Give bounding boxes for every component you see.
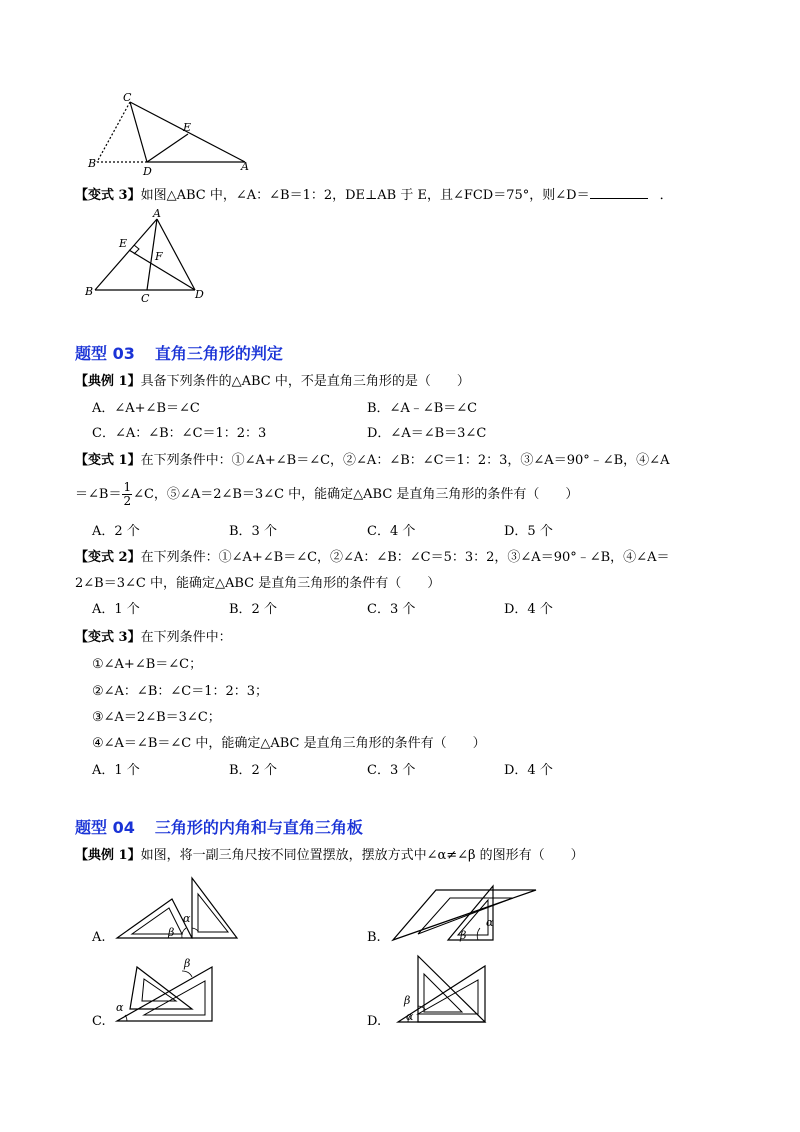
var3-q2-option-b[interactable]: B．2 个 [229, 763, 277, 778]
var1-tag: 【变式 1】 [75, 453, 141, 468]
ex1-question [75, 372, 470, 392]
var3-q2-option-c[interactable]: C．3 个 [367, 763, 416, 778]
ex1-option-d[interactable]: D．∠A＝∠B＝3∠C [367, 426, 487, 441]
ex1-04-option-d-label[interactable]: D. [367, 1014, 382, 1029]
frac-den: 2 [123, 494, 132, 508]
var2-line1 [75, 548, 669, 568]
var2-option-b[interactable]: B．2 个 [229, 602, 277, 617]
var2-option-d[interactable]: D．4 个 [504, 602, 553, 617]
ex1-option-a[interactable]: A．∠A+∠B＝∠C [92, 401, 200, 416]
section-04-heading [75, 815, 363, 838]
label-A2: A [153, 207, 161, 220]
alpha-b: α [486, 916, 494, 929]
label-B2: B [85, 285, 94, 298]
set-squares-figure-b[interactable] [388, 882, 538, 946]
beta-a: β [168, 926, 175, 939]
alpha-a: α [183, 912, 191, 925]
var3-q2-line [75, 628, 232, 648]
ex1-04-tag: 【典例 1】 [75, 848, 141, 863]
var1-option-d[interactable]: D．5 个 [504, 524, 553, 539]
frac-num: 1 [123, 480, 132, 494]
set-squares-figure-d[interactable] [390, 952, 500, 1028]
var2-line2: 2∠B＝3∠C 中，能确定△ABC 是直角三角形的条件有（ ） [75, 576, 441, 591]
label-C2: C [141, 292, 150, 305]
answer-blank[interactable] [590, 186, 648, 199]
var3-q1-line [75, 186, 673, 206]
var1-option-a[interactable]: A．2 个 [92, 524, 140, 539]
ex1-04-text: 如图，将一副三角尺按不同位置摆放，摆放方式中∠α≠∠β 的图形有（ ） [140, 848, 584, 863]
var1-option-c[interactable]: C．4 个 [367, 524, 416, 539]
ex1-text: 具备下列条件的△ABC 中，不是直角三角形的是（ ） [140, 374, 470, 389]
set-squares-figure-c[interactable] [112, 955, 222, 1027]
label-D2: D [195, 288, 204, 301]
label-D: D [143, 165, 152, 178]
var1-option-b[interactable]: B．3 个 [229, 524, 277, 539]
var2-option-c[interactable]: C．3 个 [367, 602, 416, 617]
label-C: C [123, 92, 132, 104]
var3-q1-end: ． [659, 188, 673, 203]
var1-text1: 在下列条件中：①∠A+∠B＝∠C，②∠A：∠B：∠C＝1：2：3，③∠A＝90°﹣∠B，④∠A [140, 453, 670, 468]
section-03-heading [75, 341, 283, 364]
var3-q1-tag: 【变式 3】 [75, 188, 141, 203]
ex1-04-question [75, 846, 584, 866]
label-E2: E [119, 237, 128, 250]
ex1-option-c[interactable]: C．∠A：∠B：∠C＝1：2：3 [92, 426, 267, 441]
section-04-title: 三角形的内角和与直角三角板 [154, 818, 363, 837]
var1-text2-pre: ＝∠B＝ [75, 487, 122, 502]
var1-line1 [75, 451, 669, 471]
alpha-c: α [116, 1001, 124, 1014]
var1-text2-post: ∠C，⑤∠A＝2∠B＝3∠C 中，能确定△ABC 是直角三角形的条件有（ ） [133, 487, 579, 502]
var3-q1-text: 如图△ABC 中，∠A：∠B＝1：2，DE⊥AB 于 E，且∠FCD＝75°，则∠D＝ [140, 188, 590, 203]
beta-b: β [460, 929, 467, 942]
label-A: A [241, 160, 249, 173]
ex1-option-b[interactable]: B．∠A﹣∠B＝∠C [367, 401, 478, 416]
ex1-tag: 【典例 1】 [75, 374, 141, 389]
section-03-number: 题型 03 [75, 344, 135, 363]
set-squares-figure-a[interactable] [112, 872, 242, 944]
ex1-04-option-b-label[interactable]: B. [367, 930, 381, 945]
beta-d: β [404, 994, 411, 1007]
figure-var3 [85, 205, 210, 305]
var3-q2-text: 在下列条件中： [140, 630, 232, 645]
alpha-d: α [406, 1010, 414, 1023]
section-03-title: 直角三角形的判定 [154, 344, 283, 363]
var3-q2-tag: 【变式 3】 [75, 630, 141, 645]
var2-tag: 【变式 2】 [75, 550, 141, 565]
var3-q2-item-1: ①∠A+∠B＝∠C； [92, 657, 203, 672]
figure-triangle-cebda [85, 92, 255, 178]
var3-q2-option-d[interactable]: D．4 个 [504, 763, 553, 778]
var3-q2-item-3: ③∠A＝2∠B＝3∠C； [92, 710, 221, 725]
fraction-one-half [122, 481, 132, 508]
label-B: B [88, 157, 97, 170]
var3-q2-item-2: ②∠A：∠B：∠C＝1：2：3； [92, 684, 269, 699]
section-04-number: 题型 04 [75, 818, 135, 837]
label-F2: F [155, 250, 163, 263]
ex1-04-option-a-label[interactable]: A. [92, 930, 106, 945]
var3-q2-option-a[interactable]: A．1 个 [92, 763, 140, 778]
var1-line2 [75, 480, 578, 510]
ex1-04-option-c-label[interactable]: C. [92, 1014, 106, 1029]
var2-option-a[interactable]: A．1 个 [92, 602, 140, 617]
var3-q2-item-4: ④∠A＝∠B＝∠C 中，能确定△ABC 是直角三角形的条件有（ ） [92, 736, 486, 751]
beta-c: β [184, 957, 191, 970]
var2-text1: 在下列条件：①∠A+∠B＝∠C，②∠A：∠B：∠C＝5：3：2，③∠A＝90°﹣∠B，④∠A＝ [140, 550, 670, 565]
label-E: E [183, 121, 192, 134]
